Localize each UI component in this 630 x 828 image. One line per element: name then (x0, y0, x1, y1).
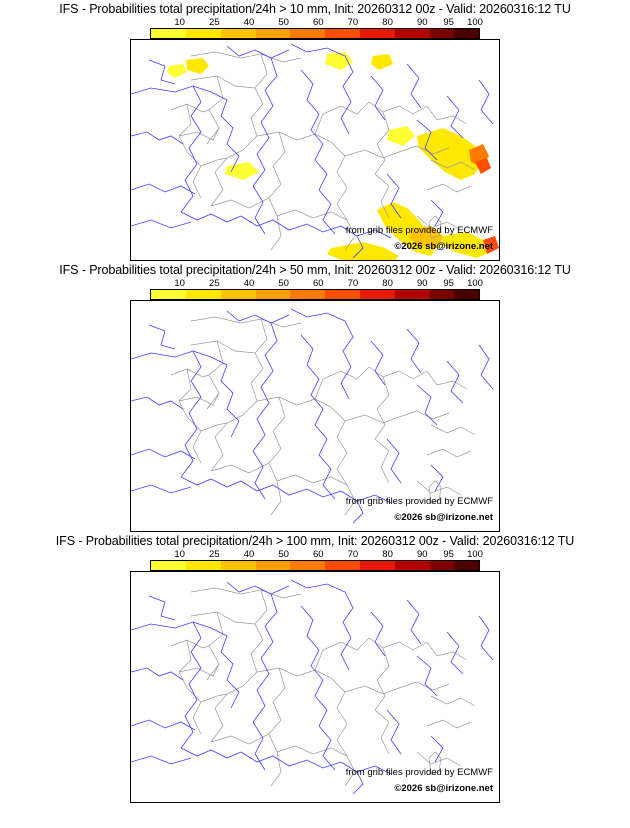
legend-color-bar (150, 289, 480, 300)
legend-tick: 100 (467, 278, 483, 289)
legend-tick: 70 (347, 278, 359, 289)
legend-tick: 60 (313, 549, 324, 560)
legend-swatch (395, 290, 430, 299)
legend-tick: 90 (416, 549, 428, 560)
panel-title: IFS - Probabilities total precipitation/24h > 50 mm, Init: 20260312 00z - Valid: 20260316:12 TU (59, 263, 571, 277)
legend-tick: 100 (467, 549, 483, 560)
legend-tick: 40 (243, 278, 255, 289)
legend-swatch (151, 29, 186, 38)
legend-tick: 50 (278, 17, 289, 28)
legend-swatch (221, 290, 256, 299)
legend-color-bar (150, 560, 480, 571)
legend-swatch (221, 561, 256, 570)
legend-swatch (256, 561, 291, 570)
legend-tick-labels (150, 278, 483, 289)
legend-tick: 25 (209, 278, 220, 289)
panel-10mm (0, 0, 630, 261)
legend-tick-labels (150, 17, 483, 28)
map-50mm[interactable] (130, 300, 500, 532)
legend-swatch (221, 29, 256, 38)
legend-tick: 95 (443, 278, 454, 289)
legend-swatch (290, 29, 325, 38)
legend-tick: 10 (174, 549, 185, 560)
legend-swatch (430, 561, 455, 570)
legend-tick: 40 (243, 549, 255, 560)
legend-color-bar (150, 28, 480, 39)
legend-swatch (290, 290, 325, 299)
legend-swatch (151, 561, 186, 570)
legend-swatch (430, 29, 455, 38)
legend-swatch (186, 29, 221, 38)
legend-tick: 90 (416, 17, 428, 28)
legend-tick: 70 (347, 17, 359, 28)
panel-50mm (0, 261, 630, 532)
legend-swatch (430, 290, 455, 299)
map-10mm[interactable] (130, 39, 500, 261)
legend-tick-labels (150, 549, 483, 560)
legend-tick: 60 (313, 278, 324, 289)
legend-swatch (325, 561, 360, 570)
legend-swatch (256, 29, 291, 38)
legend-swatch (360, 29, 395, 38)
legend-tick: 95 (443, 549, 454, 560)
legend-tick: 90 (416, 278, 428, 289)
coastline-rivers (131, 580, 493, 794)
legend-10mm (150, 17, 483, 39)
legend-swatch (360, 290, 395, 299)
legend-swatch (454, 29, 479, 38)
panel-title: IFS - Probabilities total precipitation/24h > 100 mm, Init: 20260312 00z - Valid: 20260316:12 TU (55, 534, 575, 548)
legend-tick: 100 (467, 17, 483, 28)
legend-swatch (151, 290, 186, 299)
legend-50mm (150, 278, 483, 300)
panel-title: IFS - Probabilities total precipitation/24h > 10 mm, Init: 20260312 00z - Valid: 20260316:12 TU (59, 2, 571, 16)
legend-tick: 50 (278, 549, 289, 560)
legend-tick: 40 (243, 17, 255, 28)
legend-tick: 25 (209, 549, 220, 560)
map-100mm[interactable] (130, 571, 500, 803)
legend-swatch (395, 29, 430, 38)
legend-tick: 70 (347, 549, 359, 560)
credit-ecmwf: from grib files provided by ECMWF (345, 767, 493, 778)
legend-swatch (186, 290, 221, 299)
legend-swatch (325, 290, 360, 299)
legend-swatch (186, 561, 221, 570)
legend-swatch (360, 561, 395, 570)
credit-sb: ©2026 sb@irizone.net (394, 241, 493, 252)
legend-swatch (256, 290, 291, 299)
legend-swatch (290, 561, 325, 570)
panel-100mm (0, 532, 630, 803)
legend-tick: 10 (174, 17, 185, 28)
credit-sb: ©2026 sb@irizone.net (394, 512, 493, 523)
legend-tick: 80 (382, 549, 393, 560)
legend-tick: 95 (443, 17, 454, 28)
credit-sb: ©2026 sb@irizone.net (394, 783, 493, 794)
legend-tick: 50 (278, 278, 289, 289)
legend-tick: 80 (382, 278, 393, 289)
credit-ecmwf: from grib files provided by ECMWF (345, 225, 493, 236)
legend-swatch (395, 561, 430, 570)
legend-tick: 80 (382, 17, 393, 28)
legend-swatch (454, 290, 479, 299)
legend-swatch (454, 561, 479, 570)
legend-swatch (325, 29, 360, 38)
legend-tick: 60 (313, 17, 324, 28)
legend-tick: 10 (174, 278, 185, 289)
coastline-rivers (131, 309, 493, 523)
legend-100mm (150, 549, 483, 571)
credit-ecmwf: from grib files provided by ECMWF (345, 496, 493, 507)
legend-tick: 25 (209, 17, 220, 28)
